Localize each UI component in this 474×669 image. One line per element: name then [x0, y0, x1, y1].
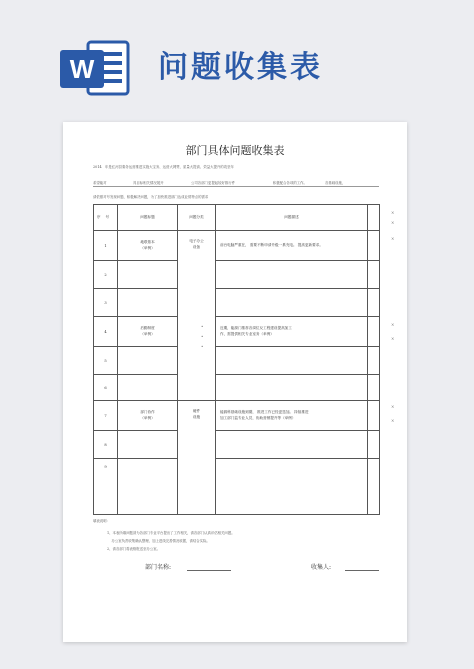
document-title: 部门具体问题收集表 — [185, 144, 285, 157]
row-title — [118, 431, 178, 459]
table-row — [94, 401, 380, 431]
row-number: 2 — [94, 261, 118, 289]
bullet-mark: • — [201, 344, 204, 349]
header-issue-title: 问题标题 — [118, 205, 178, 231]
row-desc — [216, 289, 368, 317]
table-row — [94, 261, 380, 289]
row-desc — [216, 459, 368, 515]
intro-part-2: 具目标相关情况展开 — [133, 181, 164, 185]
table-row — [94, 347, 380, 375]
word-icon — [58, 38, 132, 98]
dept-name-line[interactable] — [187, 570, 231, 571]
intro-part-1: 希望能对 — [93, 181, 107, 185]
row-desc — [216, 375, 368, 401]
row-extra — [368, 289, 380, 317]
x-mark: × — [391, 220, 395, 225]
x-mark: × — [391, 210, 395, 215]
row-title — [118, 375, 178, 401]
row-number: 6 — [94, 375, 118, 401]
receiver-label: 收集人: — [311, 564, 332, 571]
x-mark: × — [391, 404, 395, 409]
row-number: 4 — [94, 317, 118, 347]
row-title: 部门协作 （举例） — [118, 401, 178, 431]
x-mark: × — [391, 236, 395, 241]
row-number: 8 — [94, 431, 118, 459]
row-number: 7 — [94, 401, 118, 431]
intro-part-3: 公司各部门更提起较好推行件 — [191, 181, 236, 185]
table-header-row — [94, 205, 380, 231]
word-logo-letter: W — [69, 54, 95, 84]
row-extra — [368, 375, 380, 401]
row-extra — [368, 261, 380, 289]
row-extra — [368, 401, 380, 431]
table-row — [94, 317, 380, 347]
banner — [0, 0, 474, 120]
row-title: 后勤制度 （举例） — [118, 317, 178, 347]
row-title — [118, 261, 178, 289]
notes-line-1: 1、本表所填问题须为各部门专业平台提出了工作相关，请各部门认真评估相关问题。 — [107, 531, 235, 535]
notes-line-3: 2、请各部门将表格报送至办公室。 — [107, 547, 161, 551]
intro-part-5: 各基础设施， — [325, 181, 346, 185]
intro-part-4: 积极配合各项的工作。 — [273, 181, 307, 185]
intro-line-1: 2014 年是红河县秦务运营推进实施大宝务、运营大网赞、质量大提高、效益大提升的攻坚年 — [93, 165, 234, 169]
header-issue-desc: 问题描述 — [216, 205, 368, 231]
header-extra — [368, 205, 380, 231]
intro-underline — [93, 186, 379, 187]
table-row — [94, 231, 380, 261]
row-desc — [216, 261, 368, 289]
row-category: 硬件 设施 — [178, 401, 216, 515]
table-row — [94, 431, 380, 459]
row-title — [118, 289, 178, 317]
row-extra — [368, 459, 380, 515]
row-number: 9 — [94, 459, 118, 515]
row-extra — [368, 431, 380, 459]
notes-heading: 填表说明： — [93, 519, 110, 523]
bullet-mark: • — [201, 324, 204, 329]
row-desc: 能源科基础设施到期， 推进工作已经更迭加。 持续推进 加工部门监专业人员，协助营销提升等（举例） — [216, 401, 368, 431]
table-row — [94, 375, 380, 401]
header-issue-category: 问题分类 — [178, 205, 216, 231]
row-number: 5 — [94, 347, 118, 375]
row-extra — [368, 347, 380, 375]
table-row — [94, 289, 380, 317]
receiver-line[interactable] — [345, 570, 379, 571]
intro-line-3: 请依照对号发现问题、积极解决问题，为了加快推进部门达成业绩特点的需求 — [93, 195, 209, 199]
header-seq: 序号 — [94, 205, 118, 231]
row-category: 电子办公 设备 — [178, 231, 216, 401]
row-desc — [216, 431, 368, 459]
row-desc — [216, 347, 368, 375]
row-number: 1 — [94, 231, 118, 261]
banner-title: 问题收集表 — [158, 50, 323, 85]
notes-line-2: 办公室负责收集确认整理、加上进线完善情况收据，请结合实际。 — [107, 539, 210, 543]
table-row — [94, 459, 380, 515]
row-desc: 前台电脑严重在， 需要不断申请升级一系充电。 提高更新要求。 — [216, 231, 368, 261]
row-number: 3 — [94, 289, 118, 317]
x-mark: × — [391, 418, 395, 423]
row-desc: 近期，能源门推荐各岗位反工程建设提高加工 作，需提供相关专业室务（举例） — [216, 317, 368, 347]
document-page — [63, 122, 407, 642]
bullet-mark: • — [201, 334, 204, 339]
row-title: 地联基本 （举例） — [118, 231, 178, 261]
x-mark: × — [391, 322, 395, 327]
row-title — [118, 347, 178, 375]
issue-table — [93, 204, 380, 515]
row-extra — [368, 317, 380, 347]
dept-name-label: 部门名称: — [145, 564, 172, 571]
x-mark: × — [391, 336, 395, 341]
row-title — [118, 459, 178, 515]
row-extra — [368, 231, 380, 261]
